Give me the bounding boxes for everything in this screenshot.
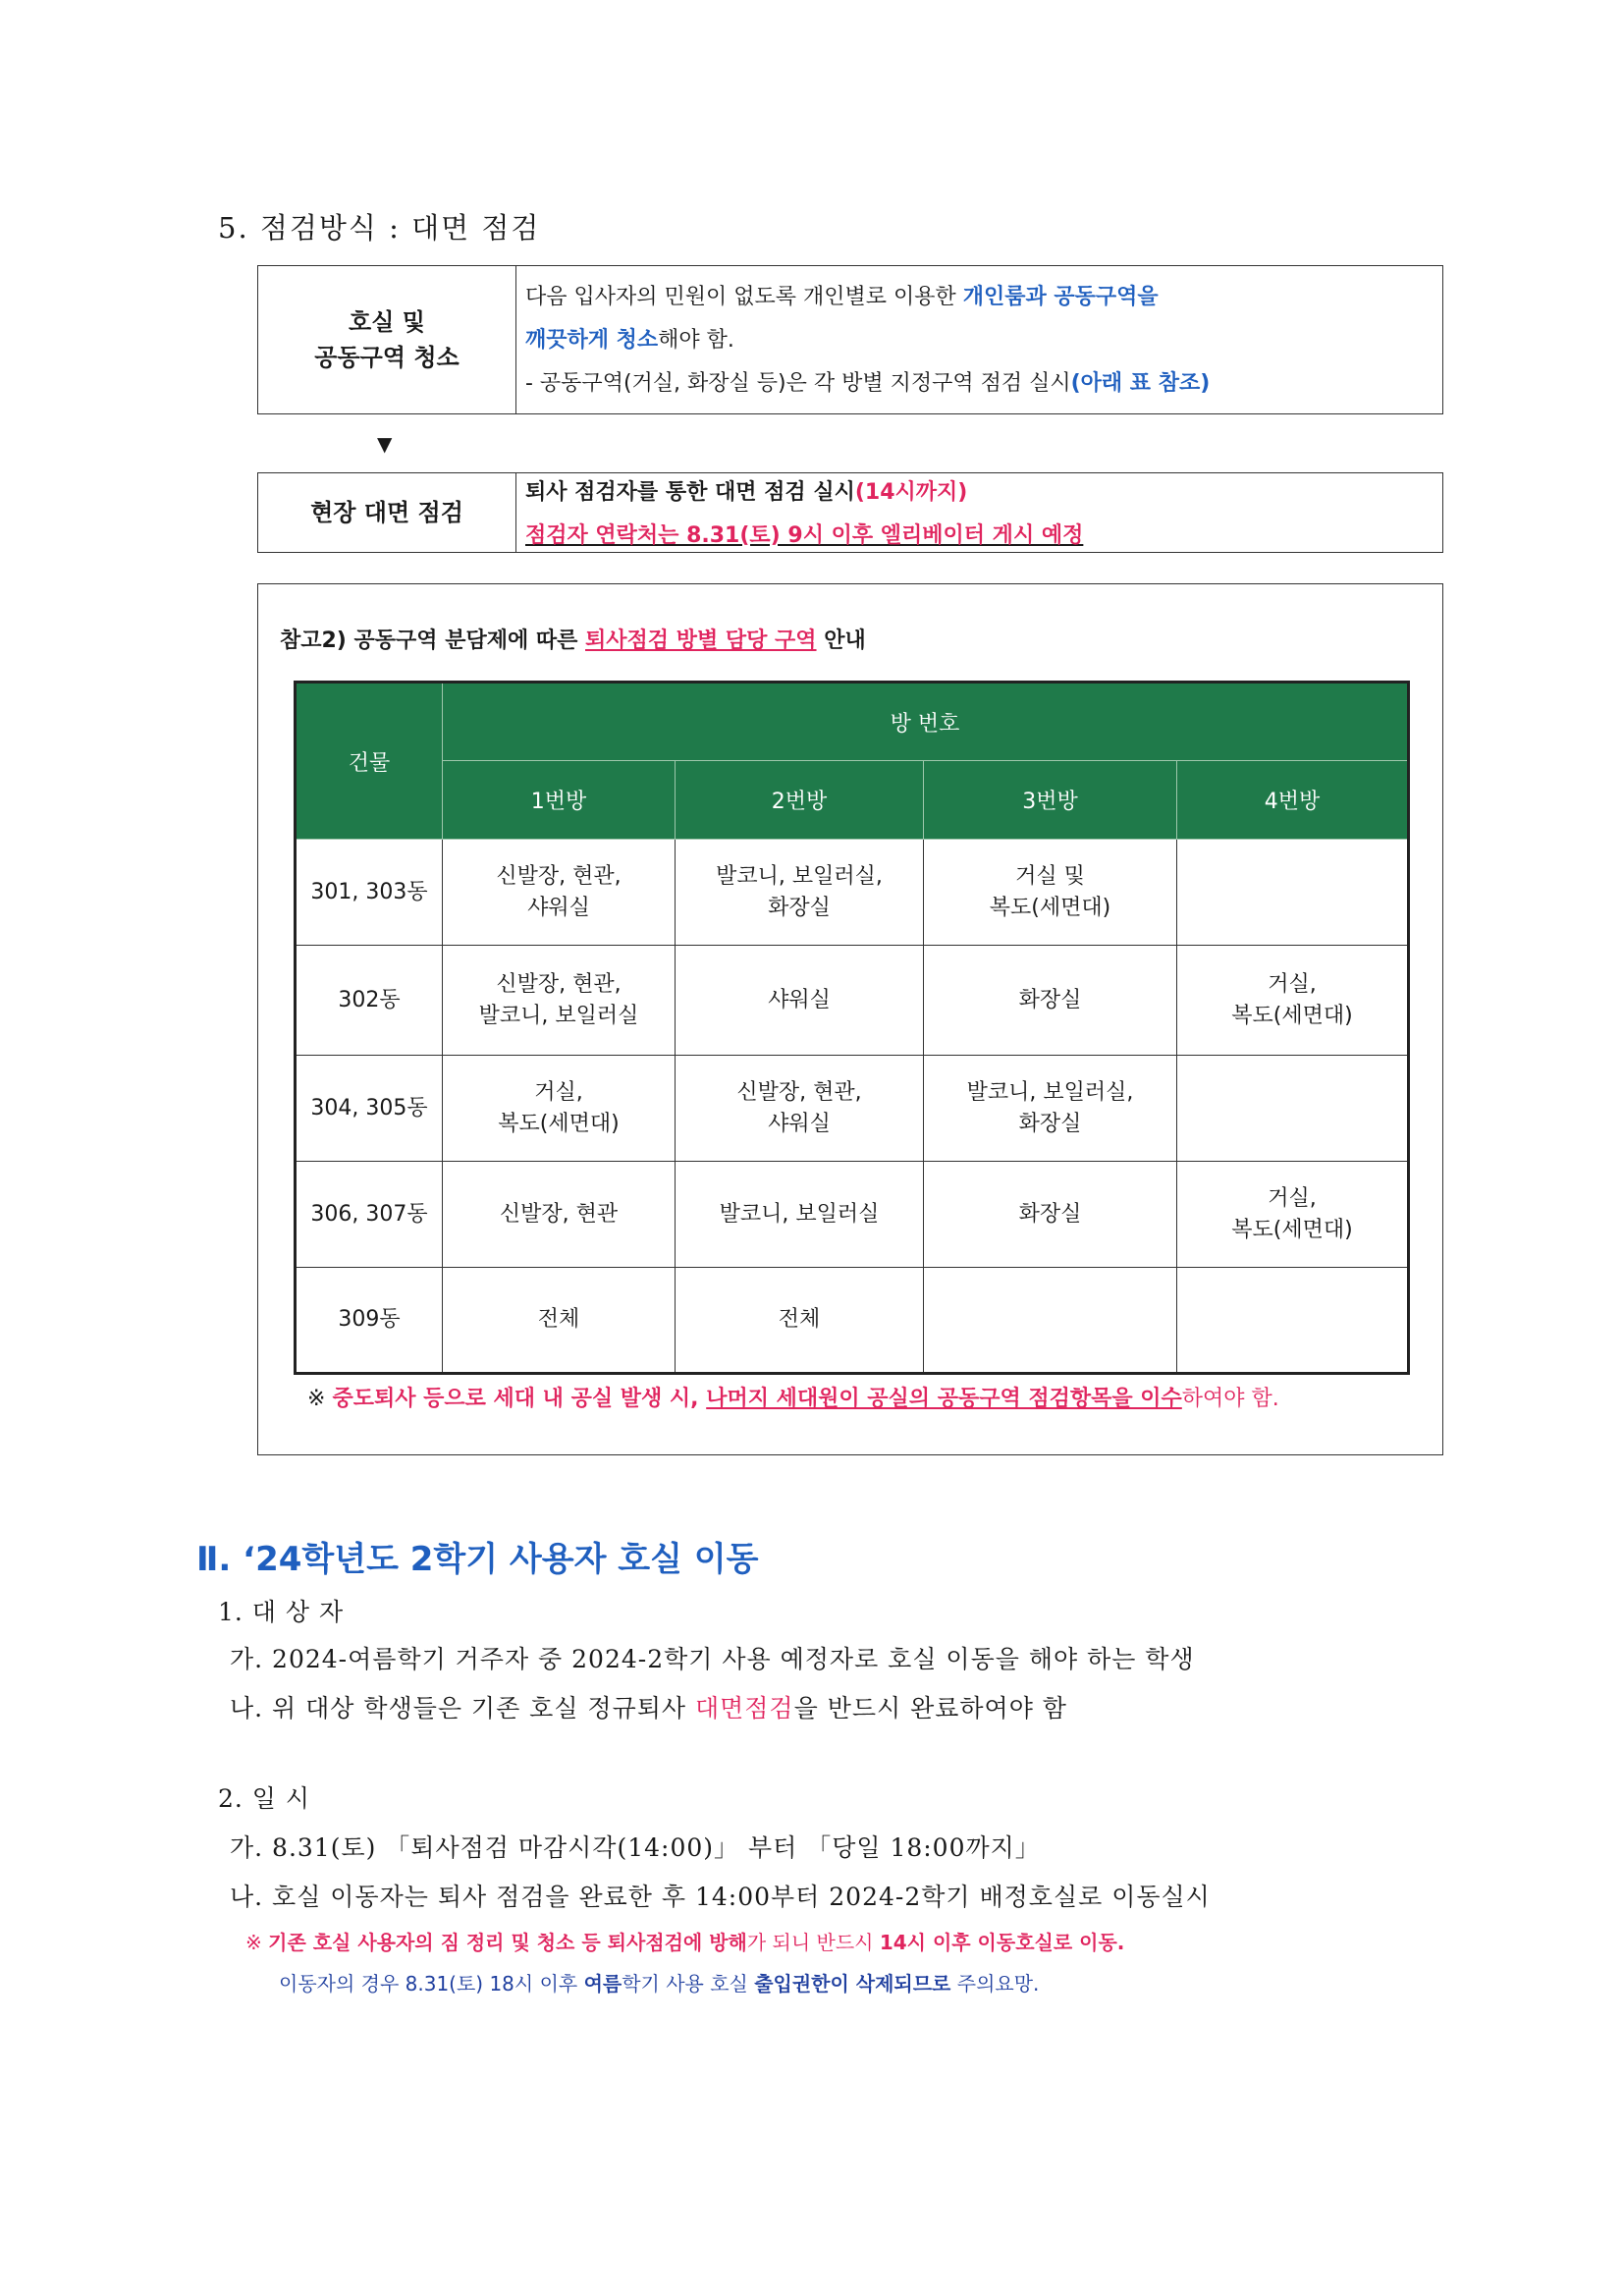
zone-cell <box>443 1056 676 1162</box>
zone-cell-line: 복도(세면대) <box>1231 1003 1353 1028</box>
item1-b-suffix: 을 반드시 완료하여야 함 <box>793 1694 1067 1722</box>
building-cell: 301, 303동 <box>296 840 443 946</box>
room-column-header: 3번방 <box>924 761 1177 840</box>
move-note-part-a: 기존 호실 사용자의 짐 정리 및 청소 등 퇴사점검에 방해 <box>268 1931 747 1954</box>
cleaning-line2-highlight: 깨끗하게 청소 <box>525 328 659 353</box>
zone-cell <box>1177 1268 1409 1374</box>
zone-cell <box>676 1056 924 1162</box>
zone-cell-line: 전체 <box>778 1307 821 1333</box>
cleaning-step-box <box>257 265 1443 414</box>
note-red-text: 중도퇴사 등으로 세대 내 공실 발생 시, <box>332 1387 707 1411</box>
zone-cell-line: 전체 <box>537 1307 580 1333</box>
cleaning-line1-text: 다음 입사자의 민원이 없도록 개인별로 이용한 <box>525 285 963 309</box>
zone-cell <box>1177 840 1409 946</box>
cleaning-step-body <box>525 266 1434 413</box>
cleaning-line3-highlight: (아래 표 참조) <box>1070 371 1211 396</box>
zone-cell-line: 발코니, 보일러실 <box>719 1201 880 1227</box>
zone-cell-line: 거실, <box>1268 1185 1317 1211</box>
move-note-part-b: 가 되니 반드시 <box>746 1931 880 1954</box>
move-note2-part-b: 여름 <box>583 1972 622 1995</box>
zone-cell-line: 샤워실 <box>768 1111 831 1136</box>
item1-b <box>230 1689 1067 1724</box>
zone-cell-line: 신발장, 현관, <box>496 863 622 889</box>
move-note2-part-d: 출입권한이 삭제되므로 <box>754 1972 951 1995</box>
item2-title: 2. 일 시 <box>218 1784 311 1813</box>
zone-cell-line: 발코니, 보일러실, <box>966 1079 1134 1105</box>
item2-a: 가. 8.31(토) 「퇴사점검 마감시각(14:00)」 부터 「당일 18:00까지」 <box>230 1833 1041 1862</box>
inspection-line2-highlight: 점검자 연락처는 8.31(토) 9시 이후 엘리베이터 게시 예정 <box>525 523 1084 548</box>
zone-cell-line: 복도(세면대) <box>498 1111 620 1136</box>
zone-cell-line: 복도(세면대) <box>1231 1217 1353 1242</box>
building-cell: 302동 <box>296 946 443 1056</box>
zone-cell-line: 발코니, 보일러실, <box>716 863 883 889</box>
zone-cell <box>924 1162 1177 1268</box>
zone-cell <box>1177 1162 1409 1268</box>
zone-cell-line: 거실, <box>534 1079 583 1105</box>
zone-cell <box>676 946 924 1056</box>
building-cell: 309동 <box>296 1268 443 1374</box>
table-row <box>296 1162 1409 1268</box>
room-column-header: 1번방 <box>443 761 676 840</box>
reference-note <box>307 1382 1279 1412</box>
building-cell: 306, 307동 <box>296 1162 443 1268</box>
zone-cell <box>676 840 924 946</box>
move-note-line1 <box>245 1927 1124 1955</box>
zone-cell-line: 샤워실 <box>768 987 831 1012</box>
reference-title-highlight: 퇴사점검 방별 담당 구역 <box>585 629 817 653</box>
item1-title: 1. 대 상 자 <box>218 1598 345 1626</box>
zone-cell-line: 화장실 <box>1018 987 1082 1012</box>
inspection-step-label: 현장 대면 점검 <box>258 473 516 552</box>
zone-cell-line: 화장실 <box>768 895 831 920</box>
inspection-line1 <box>525 475 967 506</box>
move-note2-part-c: 학기 사용 호실 <box>622 1972 755 1995</box>
room-number-header: 방 번호 <box>443 683 1409 761</box>
table-row <box>296 840 1409 946</box>
inspection-line1-text: 퇴사 점검자를 통한 대면 점검 실시 <box>525 480 855 505</box>
zone-cell <box>924 946 1177 1056</box>
zone-cell <box>443 1162 676 1268</box>
table-subheader-row <box>296 761 1409 840</box>
cleaning-step-label <box>258 266 516 413</box>
item2-b: 나. 호실 이동자는 퇴사 점검을 완료한 후 14:00부터 2024-2학기 배정호실로 이동실시 <box>230 1883 1211 1911</box>
zone-cell-line: 신발장, 현관, <box>736 1079 862 1105</box>
item1-b-text: 나. 위 대상 학생들은 기존 호실 정규퇴사 <box>230 1694 695 1722</box>
zone-cell-line: 거실, <box>1268 971 1317 997</box>
zone-cell-line: 화장실 <box>1018 1111 1082 1136</box>
reference-title-suffix: 안내 <box>816 629 866 653</box>
room-column-header: 2번방 <box>676 761 924 840</box>
item1-b-highlight: 대면점검 <box>694 1694 794 1722</box>
building-cell: 304, 305동 <box>296 1056 443 1162</box>
note-tail-text: 하여야 함. <box>1181 1387 1279 1411</box>
room-column-header: 4번방 <box>1177 761 1409 840</box>
cleaning-line1 <box>525 280 1159 310</box>
section5-title: 5. 점검방식 : 대면 점검 <box>218 211 541 245</box>
zone-cell-line: 화장실 <box>1018 1201 1082 1227</box>
zone-cell-line: 신발장, 현관, <box>496 971 622 997</box>
zone-cell <box>443 1268 676 1374</box>
reference-title <box>280 624 866 654</box>
zone-cell <box>924 1056 1177 1162</box>
cleaning-line3 <box>525 366 1210 397</box>
cleaning-line2 <box>525 323 734 354</box>
cleaning-label-line2: 공동구역 청소 <box>314 344 460 371</box>
zone-cell <box>443 946 676 1056</box>
zone-table <box>294 681 1410 1375</box>
move-note2-part-a: 이동자의 경우 8.31(토) 18시 이후 <box>279 1972 584 1995</box>
building-header: 건물 <box>296 683 443 840</box>
zone-cell <box>924 1268 1177 1374</box>
zone-cell <box>1177 1056 1409 1162</box>
inspection-line2 <box>525 519 1083 549</box>
move-note-part-c: 14시 이후 이동호실로 이동. <box>879 1931 1125 1954</box>
zone-cell <box>443 840 676 946</box>
note-underlined-text: 나머지 세대원이 공실의 공동구역 점검항목을 이수 <box>706 1387 1182 1411</box>
move-note-line2 <box>279 1968 1039 1996</box>
inspection-line1-highlight: (14시까지) <box>854 480 968 505</box>
zone-cell <box>1177 946 1409 1056</box>
zone-cell <box>676 1268 924 1374</box>
move-note2-part-e: 주의요망. <box>950 1972 1040 1995</box>
item1-a: 가. 2024-여름학기 거주자 중 2024-2학기 사용 예정자로 호실 이동을 해야 하는 학생 <box>230 1645 1195 1673</box>
note-mark: ※ <box>307 1387 333 1411</box>
table-row <box>296 1056 1409 1162</box>
zone-cell-line: 발코니, 보일러실 <box>478 1003 639 1028</box>
cleaning-label-line1: 호실 및 <box>349 308 425 336</box>
zone-cell <box>676 1162 924 1268</box>
reference-title-prefix: 참고2) 공동구역 분담제에 따른 <box>280 629 586 653</box>
zone-cell-line: 신발장, 현관 <box>499 1201 619 1227</box>
move-note-mark: ※ <box>245 1931 269 1954</box>
section2-heading: Ⅱ. ‘24학년도 2학기 사용자 호실 이동 <box>196 1540 759 1579</box>
cleaning-line2-text: 해야 함. <box>658 328 734 353</box>
cleaning-line1-highlight: 개인룸과 공동구역을 <box>962 285 1159 309</box>
table-row <box>296 946 1409 1056</box>
zone-cell <box>924 840 1177 946</box>
zone-cell-line: 거실 및 <box>1015 863 1085 889</box>
inspection-step-box <box>257 472 1443 553</box>
down-arrow-icon: ▼ <box>377 432 393 456</box>
zone-cell-line: 복도(세면대) <box>989 895 1111 920</box>
reference-box <box>257 583 1443 1455</box>
cleaning-line3-text: - 공동구역(거실, 화장실 등)은 각 방별 지정구역 점검 실시 <box>525 371 1071 396</box>
zone-cell-line: 샤워실 <box>527 895 590 920</box>
inspection-step-body <box>525 473 1434 552</box>
table-row <box>296 1268 1409 1374</box>
table-header-row <box>296 683 1409 761</box>
